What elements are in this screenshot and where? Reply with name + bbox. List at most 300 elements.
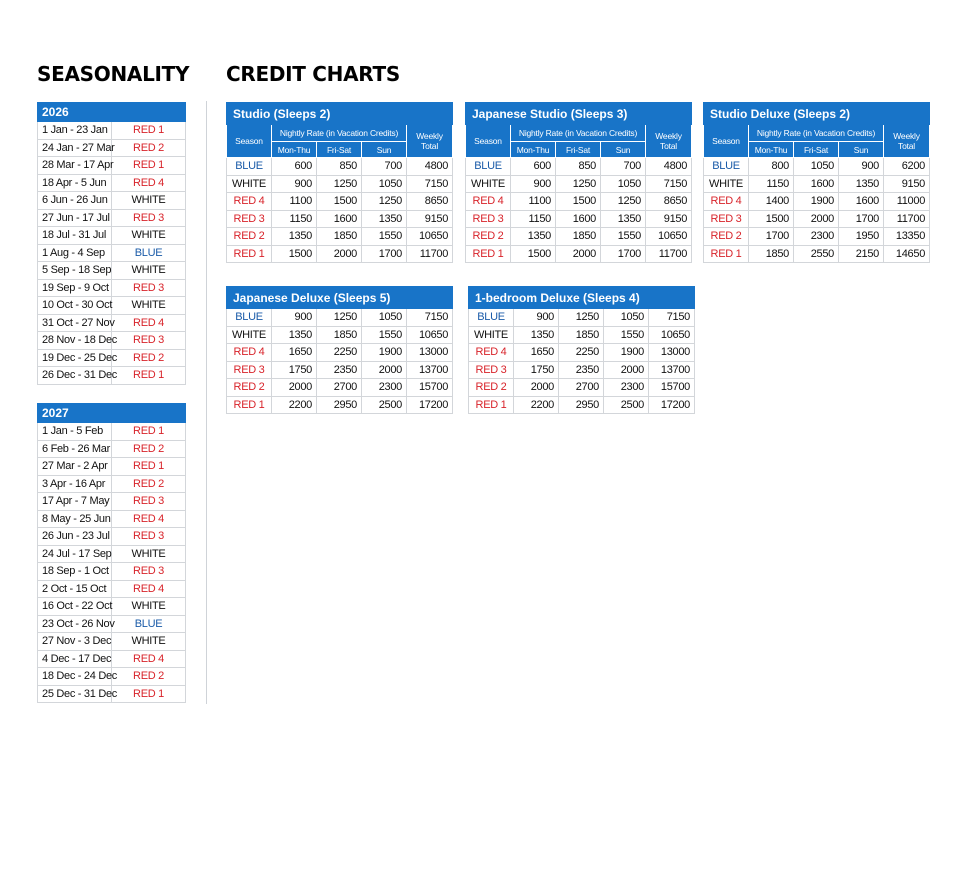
seasonality-table-2027 [37, 403, 186, 703]
mon-thu-credits: 1350 [514, 326, 559, 344]
fri-sat-header: Fri-Sat [794, 142, 839, 158]
fri-sat-credits: 2000 [317, 245, 362, 263]
season-label: BLUE [112, 244, 186, 262]
season-label: RED 4 [112, 174, 186, 192]
season-label: WHITE [112, 192, 186, 210]
credit-chart-japanese-deluxe-sleeps-5 [226, 286, 453, 414]
table-row [469, 344, 695, 362]
date-range: 26 Dec - 31 Dec [38, 367, 112, 385]
table-row [38, 493, 186, 511]
fri-sat-credits: 1900 [794, 193, 839, 211]
table-row [469, 309, 695, 327]
credit-chart-japanese-studio-sleeps-3 [465, 102, 692, 263]
table-row [38, 668, 186, 686]
season-column-header: Season [227, 125, 272, 158]
weekly-total-credits: 7150 [646, 175, 692, 193]
table-row [38, 598, 186, 616]
fri-sat-header: Fri-Sat [556, 142, 601, 158]
season-label: RED 1 [112, 157, 186, 175]
weekly-total-credits: 7150 [407, 175, 453, 193]
date-range: 28 Mar - 17 Apr [38, 157, 112, 175]
fri-sat-credits: 1850 [317, 228, 362, 246]
weekly-total-credits: 9150 [884, 175, 930, 193]
season-label: WHITE [469, 326, 514, 344]
year-header: 2026 [38, 103, 186, 122]
weekly-total-credits: 10650 [646, 228, 692, 246]
table-row [704, 228, 930, 246]
total-label: Total [898, 141, 915, 151]
sun-header: Sun [601, 142, 646, 158]
weekly-total-credits: 13700 [407, 361, 453, 379]
sun-credits: 1050 [362, 309, 407, 327]
room-type-title: Studio (Sleeps 2) [227, 103, 453, 125]
table-row [227, 309, 453, 327]
season-label: RED 3 [466, 210, 511, 228]
table-row [38, 615, 186, 633]
season-label: RED 3 [704, 210, 749, 228]
date-range: 24 Jul - 17 Sep [38, 545, 112, 563]
sun-credits: 1250 [601, 193, 646, 211]
season-label: RED 4 [112, 510, 186, 528]
mon-thu-header: Mon-Thu [511, 142, 556, 158]
season-label: BLUE [704, 158, 749, 176]
table-row [704, 175, 930, 193]
sun-credits: 2300 [604, 379, 649, 397]
fri-sat-credits: 2250 [317, 344, 362, 362]
seasonality-table-2026 [37, 102, 186, 385]
mon-thu-credits: 1150 [749, 175, 794, 193]
sun-credits: 1550 [601, 228, 646, 246]
season-label: WHITE [227, 175, 272, 193]
table-row [227, 344, 453, 362]
date-range: 27 Mar - 2 Apr [38, 458, 112, 476]
sun-credits: 2500 [604, 396, 649, 414]
mon-thu-credits: 1350 [511, 228, 556, 246]
season-label: RED 2 [469, 379, 514, 397]
season-column-header: Season [704, 125, 749, 158]
table-row [466, 158, 692, 176]
sun-credits: 700 [601, 158, 646, 176]
date-range: 1 Aug - 4 Sep [38, 244, 112, 262]
season-label: RED 4 [469, 344, 514, 362]
table-row [38, 157, 186, 175]
table-row [38, 332, 186, 350]
fri-sat-credits: 1250 [559, 309, 604, 327]
date-range: 4 Dec - 17 Dec [38, 650, 112, 668]
season-label: RED 1 [112, 423, 186, 441]
season-label: RED 2 [112, 668, 186, 686]
table-row [38, 174, 186, 192]
season-label: WHITE [112, 633, 186, 651]
season-label: RED 4 [227, 193, 272, 211]
weekly-total-credits: 15700 [649, 379, 695, 397]
sun-credits: 1950 [839, 228, 884, 246]
weekly-total-credits: 10650 [407, 228, 453, 246]
table-row [38, 262, 186, 280]
weekly-total-credits: 11700 [407, 245, 453, 263]
table-row [38, 685, 186, 703]
season-label: WHITE [112, 227, 186, 245]
column-divider [206, 101, 207, 704]
date-range: 17 Apr - 7 May [38, 493, 112, 511]
season-label: RED 3 [112, 563, 186, 581]
mon-thu-credits: 1750 [514, 361, 559, 379]
table-row [227, 175, 453, 193]
date-range: 31 Oct - 27 Nov [38, 314, 112, 332]
season-label: BLUE [112, 615, 186, 633]
table-row [38, 192, 186, 210]
table-row [469, 396, 695, 414]
table-row [466, 175, 692, 193]
fri-sat-credits: 1500 [556, 193, 601, 211]
season-label: RED 4 [704, 193, 749, 211]
season-label: RED 3 [112, 332, 186, 350]
date-range: 18 Dec - 24 Dec [38, 668, 112, 686]
fri-sat-credits: 1600 [556, 210, 601, 228]
table-row [38, 209, 186, 227]
season-label: BLUE [227, 158, 272, 176]
date-range: 19 Sep - 9 Oct [38, 279, 112, 297]
sun-credits: 1550 [362, 228, 407, 246]
date-range: 8 May - 25 Jun [38, 510, 112, 528]
weekly-total-credits: 9150 [646, 210, 692, 228]
sun-credits: 1050 [362, 175, 407, 193]
table-row [704, 158, 930, 176]
weekly-total-credits: 17200 [649, 396, 695, 414]
season-label: RED 2 [466, 228, 511, 246]
fri-sat-credits: 1500 [317, 193, 362, 211]
season-label: RED 3 [112, 528, 186, 546]
sun-header: Sun [839, 142, 884, 158]
nightly-rate-header: Nightly Rate (in Vacation Credits) [749, 125, 884, 142]
fri-sat-credits: 2300 [794, 228, 839, 246]
weekly-total-credits: 7150 [649, 309, 695, 327]
season-label: RED 4 [227, 344, 272, 362]
table-row [38, 458, 186, 476]
mon-thu-header: Mon-Thu [272, 142, 317, 158]
sun-credits: 1900 [604, 344, 649, 362]
weekly-total-credits: 11700 [646, 245, 692, 263]
date-range: 27 Nov - 3 Dec [38, 633, 112, 651]
fri-sat-credits: 1850 [559, 326, 604, 344]
season-label: RED 1 [112, 685, 186, 703]
date-range: 27 Jun - 17 Jul [38, 209, 112, 227]
season-label: RED 2 [227, 379, 272, 397]
weekly-total-credits: 13350 [884, 228, 930, 246]
mon-thu-credits: 2200 [514, 396, 559, 414]
table-row [38, 475, 186, 493]
mon-thu-credits: 1100 [272, 193, 317, 211]
season-label: RED 3 [112, 279, 186, 297]
mon-thu-credits: 600 [272, 158, 317, 176]
weekly-total-header [407, 125, 453, 158]
mon-thu-credits: 1500 [272, 245, 317, 263]
table-row [38, 297, 186, 315]
mon-thu-credits: 900 [511, 175, 556, 193]
weekly-total-credits: 8650 [646, 193, 692, 211]
total-label: Total [660, 141, 677, 151]
sun-credits: 1700 [839, 210, 884, 228]
season-label: BLUE [469, 309, 514, 327]
mon-thu-credits: 1150 [511, 210, 556, 228]
sun-credits: 1600 [839, 193, 884, 211]
fri-sat-credits: 1250 [317, 309, 362, 327]
sun-credits: 1350 [362, 210, 407, 228]
season-label: RED 1 [227, 396, 272, 414]
season-label: RED 2 [704, 228, 749, 246]
fri-sat-credits: 1050 [794, 158, 839, 176]
fri-sat-credits: 2950 [559, 396, 604, 414]
season-label: RED 1 [112, 458, 186, 476]
season-column-header: Season [466, 125, 511, 158]
weekly-total-credits: 4800 [407, 158, 453, 176]
sun-credits: 1900 [362, 344, 407, 362]
fri-sat-credits: 2700 [559, 379, 604, 397]
sun-header: Sun [362, 142, 407, 158]
sun-credits: 1050 [601, 175, 646, 193]
table-row [38, 633, 186, 651]
table-row [466, 210, 692, 228]
table-row [469, 361, 695, 379]
sun-credits: 2300 [362, 379, 407, 397]
sun-credits: 2500 [362, 396, 407, 414]
season-label: RED 1 [466, 245, 511, 263]
season-label: RED 1 [112, 367, 186, 385]
mon-thu-credits: 1100 [511, 193, 556, 211]
date-range: 23 Oct - 26 Nov [38, 615, 112, 633]
mon-thu-credits: 1850 [749, 245, 794, 263]
season-label: WHITE [227, 326, 272, 344]
table-row [704, 193, 930, 211]
season-label: WHITE [112, 262, 186, 280]
fri-sat-credits: 1250 [317, 175, 362, 193]
total-label: Total [421, 141, 439, 151]
fri-sat-credits: 1250 [556, 175, 601, 193]
season-label: RED 2 [112, 139, 186, 157]
weekly-total-credits: 11700 [884, 210, 930, 228]
season-label: RED 2 [112, 440, 186, 458]
sun-credits: 2000 [604, 361, 649, 379]
weekly-total-credits: 11000 [884, 193, 930, 211]
season-label: RED 3 [112, 209, 186, 227]
mon-thu-credits: 900 [272, 175, 317, 193]
weekly-label: Weekly [893, 131, 920, 141]
seasonality-heading: SEASONALITY [37, 62, 190, 86]
table-row [38, 367, 186, 385]
fri-sat-credits: 2000 [794, 210, 839, 228]
date-range: 19 Dec - 25 Dec [38, 349, 112, 367]
season-label: RED 2 [112, 349, 186, 367]
weekly-total-header [884, 125, 930, 158]
weekly-total-header [646, 125, 692, 158]
fri-sat-credits: 2350 [317, 361, 362, 379]
season-label: BLUE [227, 309, 272, 327]
season-label: RED 1 [704, 245, 749, 263]
mon-thu-credits: 2000 [272, 379, 317, 397]
sun-credits: 900 [839, 158, 884, 176]
table-row [469, 379, 695, 397]
weekly-total-credits: 15700 [407, 379, 453, 397]
mon-thu-credits: 1650 [272, 344, 317, 362]
sun-credits: 1250 [362, 193, 407, 211]
date-range: 18 Sep - 1 Oct [38, 563, 112, 581]
season-label: RED 2 [227, 228, 272, 246]
table-row [38, 227, 186, 245]
date-range: 24 Jan - 27 Mar [38, 139, 112, 157]
date-range: 5 Sep - 18 Sep [38, 262, 112, 280]
season-label: WHITE [112, 545, 186, 563]
mon-thu-credits: 800 [749, 158, 794, 176]
mon-thu-credits: 1500 [511, 245, 556, 263]
season-label: RED 3 [112, 493, 186, 511]
mon-thu-credits: 900 [272, 309, 317, 327]
table-row [38, 440, 186, 458]
date-range: 1 Jan - 23 Jan [38, 122, 112, 140]
mon-thu-credits: 1650 [514, 344, 559, 362]
table-row [38, 279, 186, 297]
table-row [38, 314, 186, 332]
nightly-rate-header: Nightly Rate (in Vacation Credits) [511, 125, 646, 142]
season-label: RED 2 [112, 475, 186, 493]
fri-sat-credits: 2700 [317, 379, 362, 397]
weekly-total-credits: 8650 [407, 193, 453, 211]
season-label: RED 1 [112, 122, 186, 140]
table-row [38, 349, 186, 367]
mon-thu-credits: 600 [511, 158, 556, 176]
table-row [227, 379, 453, 397]
sun-credits: 1350 [839, 175, 884, 193]
mon-thu-credits: 1700 [749, 228, 794, 246]
mon-thu-credits: 900 [514, 309, 559, 327]
fri-sat-credits: 1850 [317, 326, 362, 344]
table-row [38, 122, 186, 140]
mon-thu-credits: 2200 [272, 396, 317, 414]
table-row [38, 563, 186, 581]
table-row [227, 396, 453, 414]
date-range: 3 Apr - 16 Apr [38, 475, 112, 493]
fri-sat-credits: 1600 [794, 175, 839, 193]
weekly-total-credits: 17200 [407, 396, 453, 414]
weekly-label: Weekly [416, 131, 443, 141]
mon-thu-credits: 1150 [272, 210, 317, 228]
season-label: RED 4 [112, 580, 186, 598]
weekly-total-credits: 10650 [649, 326, 695, 344]
table-row [227, 158, 453, 176]
sun-credits: 700 [362, 158, 407, 176]
date-range: 28 Nov - 18 Dec [38, 332, 112, 350]
room-type-title: 1-bedroom Deluxe (Sleeps 4) [469, 287, 695, 309]
season-label: RED 4 [112, 314, 186, 332]
sun-credits: 1050 [604, 309, 649, 327]
date-range: 2 Oct - 15 Oct [38, 580, 112, 598]
weekly-total-credits: 4800 [646, 158, 692, 176]
credit-chart-studio-sleeps-2 [226, 102, 453, 263]
table-row [38, 423, 186, 441]
table-row [227, 228, 453, 246]
fri-sat-credits: 2350 [559, 361, 604, 379]
room-type-title: Japanese Deluxe (Sleeps 5) [227, 287, 453, 309]
mon-thu-credits: 2000 [514, 379, 559, 397]
weekly-label: Weekly [655, 131, 682, 141]
season-label: RED 1 [469, 396, 514, 414]
season-label: RED 3 [227, 361, 272, 379]
table-row [704, 210, 930, 228]
fri-sat-header: Fri-Sat [317, 142, 362, 158]
credit-charts-heading: CREDIT CHARTS [226, 62, 400, 86]
table-row [227, 361, 453, 379]
table-row [227, 245, 453, 263]
date-range: 26 Jun - 23 Jul [38, 528, 112, 546]
table-row [466, 193, 692, 211]
nightly-rate-header: Nightly Rate (in Vacation Credits) [272, 125, 407, 142]
fri-sat-credits: 2950 [317, 396, 362, 414]
table-row [38, 244, 186, 262]
fri-sat-credits: 2550 [794, 245, 839, 263]
sun-credits: 1700 [601, 245, 646, 263]
weekly-total-credits: 14650 [884, 245, 930, 263]
season-label: RED 3 [227, 210, 272, 228]
weekly-total-credits: 6200 [884, 158, 930, 176]
season-label: WHITE [112, 598, 186, 616]
date-range: 16 Oct - 22 Oct [38, 598, 112, 616]
date-range: 18 Jul - 31 Jul [38, 227, 112, 245]
table-row [227, 210, 453, 228]
table-row [38, 510, 186, 528]
season-label: WHITE [466, 175, 511, 193]
mon-thu-credits: 1400 [749, 193, 794, 211]
season-label: WHITE [704, 175, 749, 193]
fri-sat-credits: 850 [317, 158, 362, 176]
date-range: 1 Jan - 5 Feb [38, 423, 112, 441]
room-type-title: Studio Deluxe (Sleeps 2) [704, 103, 930, 125]
table-row [227, 193, 453, 211]
room-type-title: Japanese Studio (Sleeps 3) [466, 103, 692, 125]
sun-credits: 2000 [362, 361, 407, 379]
mon-thu-credits: 1500 [749, 210, 794, 228]
table-row [38, 580, 186, 598]
table-row [227, 326, 453, 344]
date-range: 6 Jun - 26 Jun [38, 192, 112, 210]
sun-credits: 1550 [604, 326, 649, 344]
sun-credits: 2150 [839, 245, 884, 263]
season-label: RED 1 [227, 245, 272, 263]
date-range: 10 Oct - 30 Oct [38, 297, 112, 315]
table-row [466, 228, 692, 246]
season-label: BLUE [466, 158, 511, 176]
credit-chart-studio-deluxe-sleeps-2 [703, 102, 930, 263]
fri-sat-credits: 1600 [317, 210, 362, 228]
table-row [38, 139, 186, 157]
table-row [466, 245, 692, 263]
date-range: 6 Feb - 26 Mar [38, 440, 112, 458]
table-row [38, 528, 186, 546]
weekly-total-credits: 10650 [407, 326, 453, 344]
mon-thu-header: Mon-Thu [749, 142, 794, 158]
sun-credits: 1550 [362, 326, 407, 344]
fri-sat-credits: 2000 [556, 245, 601, 263]
fri-sat-credits: 2250 [559, 344, 604, 362]
year-header: 2027 [38, 404, 186, 423]
table-row [38, 650, 186, 668]
season-label: RED 3 [469, 361, 514, 379]
weekly-total-credits: 7150 [407, 309, 453, 327]
mon-thu-credits: 1350 [272, 228, 317, 246]
fri-sat-credits: 850 [556, 158, 601, 176]
season-label: RED 4 [112, 650, 186, 668]
season-label: WHITE [112, 297, 186, 315]
table-row [38, 545, 186, 563]
table-row [469, 326, 695, 344]
